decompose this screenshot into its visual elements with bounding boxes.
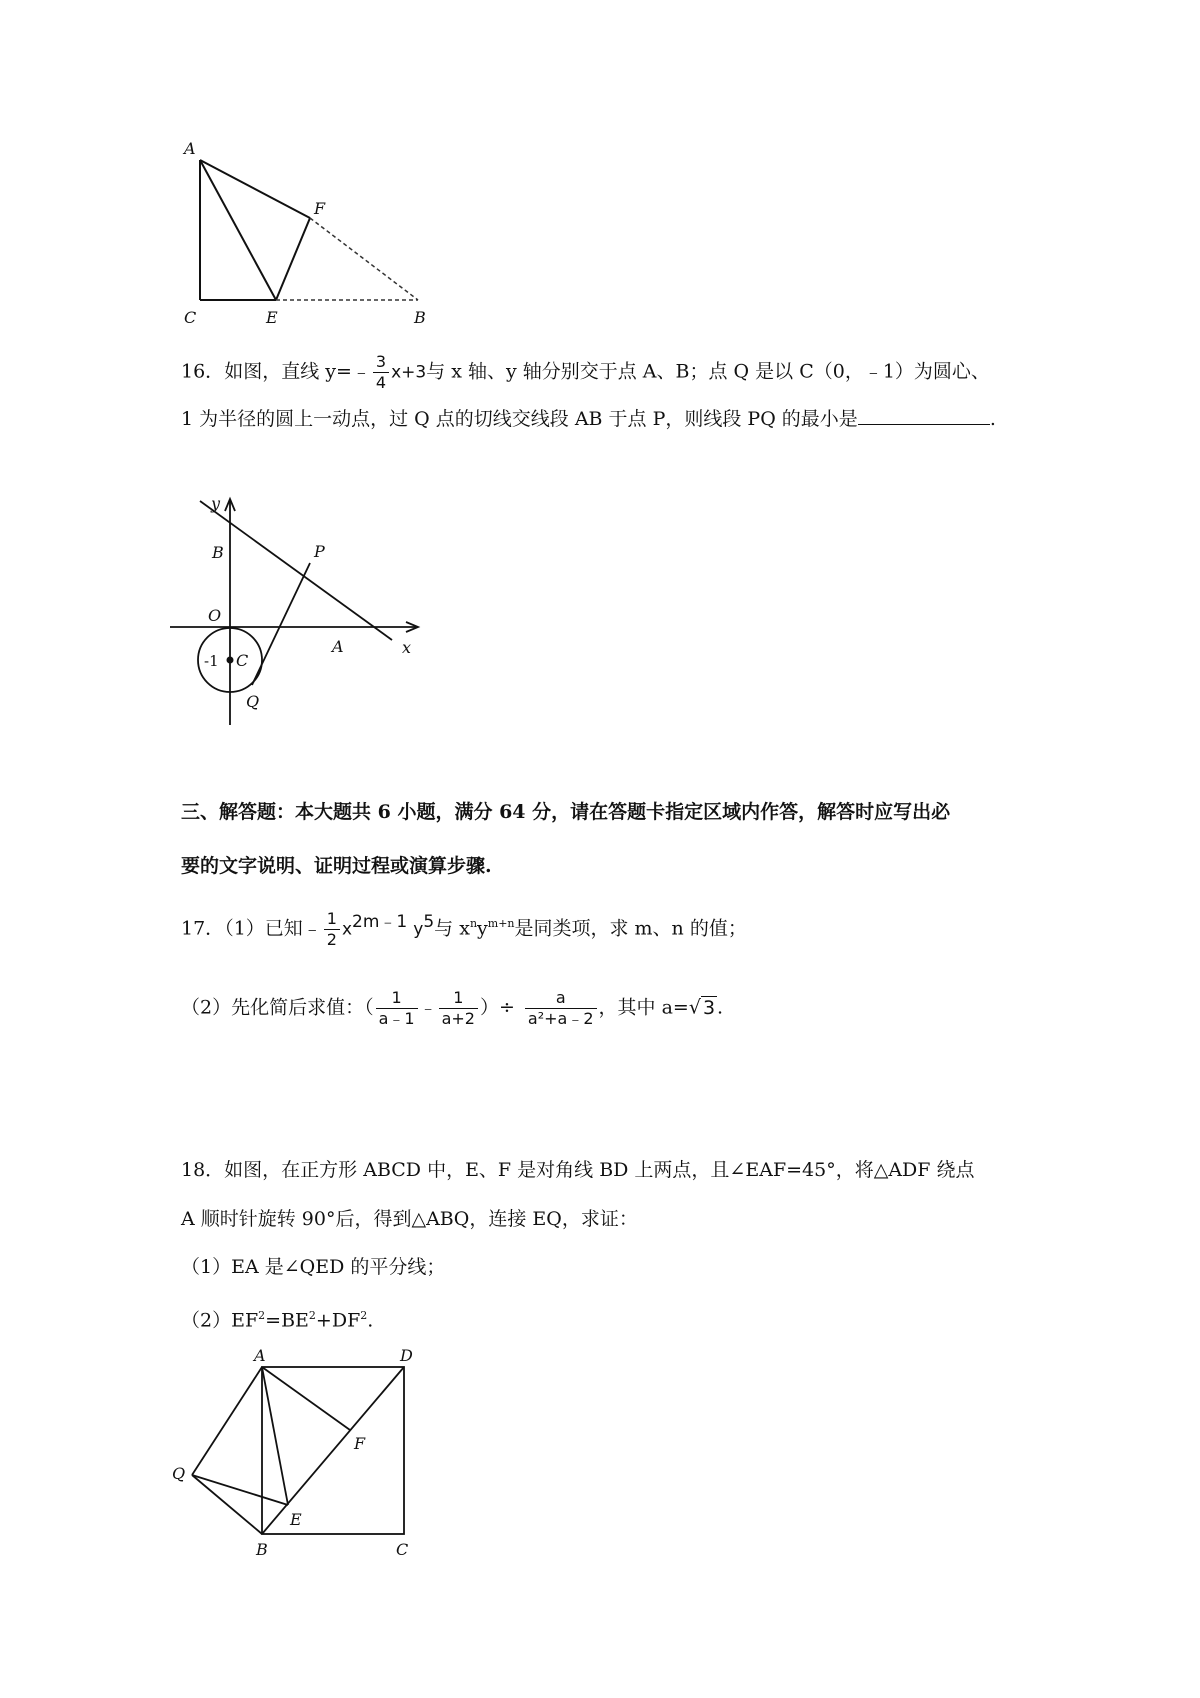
label-Q: Q — [246, 692, 260, 711]
segment-FB-dashed — [310, 218, 418, 300]
q18-eq-part: =BE — [265, 1309, 309, 1332]
figure-triangle-fold — [170, 140, 455, 340]
exponent: 5 — [423, 912, 435, 932]
question-18-line-4 — [181, 1302, 373, 1334]
q16-text-prefix: 如图，直线 y=﹣ — [224, 360, 371, 383]
label-B: B — [256, 1540, 268, 1559]
label-A: A — [254, 1346, 266, 1365]
figure-coordinate-circle — [170, 495, 450, 735]
segment-EF — [276, 218, 310, 300]
q17-p2-end: . — [717, 996, 724, 1019]
label-O: O — [208, 606, 222, 625]
q18-eq-part: （2）EF — [181, 1309, 259, 1332]
fraction-denominator: a+2 — [441, 1009, 475, 1028]
label-C: C — [236, 651, 249, 670]
label-Q: Q — [172, 1464, 186, 1483]
q17-p1-prefix: （1）已知﹣ — [224, 917, 322, 940]
fraction-denominator: a﹣1 — [378, 1009, 415, 1028]
exponent: m+n — [487, 917, 515, 930]
label-y: y — [211, 495, 221, 513]
section-heading-line-1: 三、解答题：本大题共 6 小题，满分 64 分，请在答题卡指定区域内作答，解答时应写出必 — [181, 801, 951, 823]
radicand: 3 — [702, 996, 716, 1019]
label-F: F — [314, 199, 326, 218]
label-E: E — [290, 1510, 302, 1529]
question-18-line-2: A 顺时针旋转 90°后，得到△ABQ，连接 EQ，求证： — [181, 1208, 638, 1230]
fraction-denominator: 2 — [326, 929, 337, 949]
exponent: 2m﹣1 — [352, 912, 408, 932]
q18-eq-end: . — [367, 1309, 374, 1332]
question-16-line-2 — [181, 405, 996, 433]
diagonal-BD — [262, 1367, 404, 1534]
exponent: 2 — [258, 1309, 266, 1322]
label-E: E — [266, 308, 278, 327]
label-D: D — [400, 1346, 413, 1365]
var-x: x — [341, 919, 353, 940]
question-18-line-1: 18．如图，在正方形 ABCD 中，E、F 是对角线 BD 上两点，且∠EAF=45°，将△ADF 绕点 — [181, 1159, 975, 1181]
fraction-numerator: 3 — [373, 352, 389, 373]
q17-p2-prefix: （2）先化简后求值：（ — [181, 996, 374, 1019]
segment-QB — [192, 1475, 262, 1534]
fraction-numerator: 1 — [376, 988, 418, 1009]
minus-sign: ﹣ — [419, 998, 437, 1019]
fraction — [525, 988, 597, 1029]
fraction-denominator: 4 — [375, 373, 387, 392]
label-B: B — [414, 308, 426, 327]
label-A: A — [184, 140, 196, 158]
exponent: n — [469, 917, 478, 930]
question-16-line-1 — [181, 352, 990, 393]
q16-text-line2: 1 为半径的圆上一动点，过 Q 点的切线交线段 AB 于点 P，则线段 PQ 的最小是 — [181, 408, 858, 430]
label-C: C — [184, 308, 197, 327]
exponent: 2 — [360, 1309, 368, 1322]
fraction — [439, 988, 478, 1029]
fraction — [376, 988, 418, 1029]
segment-QE — [192, 1475, 288, 1505]
answer-blank — [858, 406, 990, 425]
q16-text-suffix: 与 x 轴、y 轴分别交于点 A、B；点 Q 是以 C（0，﹣1）为圆心、 — [426, 360, 990, 383]
label-B: B — [212, 543, 224, 562]
tangent-PQ — [252, 563, 310, 685]
section-heading-line-2: 要的文字说明、证明过程或演算步骤. — [181, 855, 492, 877]
square-root: √ 3 — [688, 996, 716, 1019]
q16-end: . — [989, 408, 996, 430]
question-number: 17． — [181, 917, 225, 940]
fraction-numerator: a — [525, 988, 597, 1009]
fraction — [373, 352, 389, 393]
label-minus-1: -1 — [204, 652, 219, 670]
fraction-numerator: 1 — [439, 988, 478, 1009]
exponent: 2 — [308, 1309, 316, 1322]
q17-p1-suffix: 是同类项，求 m、n 的值； — [514, 917, 747, 940]
q16-expression: x+3 — [391, 362, 427, 383]
question-17-part-2 — [181, 988, 723, 1029]
segment-AE — [262, 1367, 288, 1505]
q17-p1-mid: 与 x — [434, 917, 470, 940]
question-17-part-1 — [181, 908, 747, 950]
segment-AQ — [192, 1367, 262, 1475]
figure-square-rotation — [170, 1345, 440, 1565]
question-number: 16． — [181, 360, 225, 383]
fraction — [324, 909, 340, 950]
var-y: y — [413, 919, 424, 940]
q17-p2-where: ，其中 a= — [598, 996, 689, 1019]
label-F: F — [354, 1434, 366, 1453]
var-y2: y — [477, 917, 488, 940]
fraction-denominator: a²+a﹣2 — [527, 1009, 594, 1028]
q17-p2-close: ）÷ — [479, 996, 515, 1019]
center-point-C — [227, 657, 234, 664]
segment-AF — [262, 1367, 350, 1430]
label-A: A — [332, 637, 344, 656]
question-18-line-3: （1）EA 是∠QED 的平分线； — [181, 1256, 446, 1278]
line-AB — [200, 501, 392, 640]
label-C: C — [396, 1540, 409, 1559]
label-x: x — [402, 638, 412, 657]
label-P: P — [314, 542, 325, 561]
fraction-numerator: 1 — [324, 909, 340, 930]
q18-eq-part: +DF — [315, 1309, 361, 1332]
